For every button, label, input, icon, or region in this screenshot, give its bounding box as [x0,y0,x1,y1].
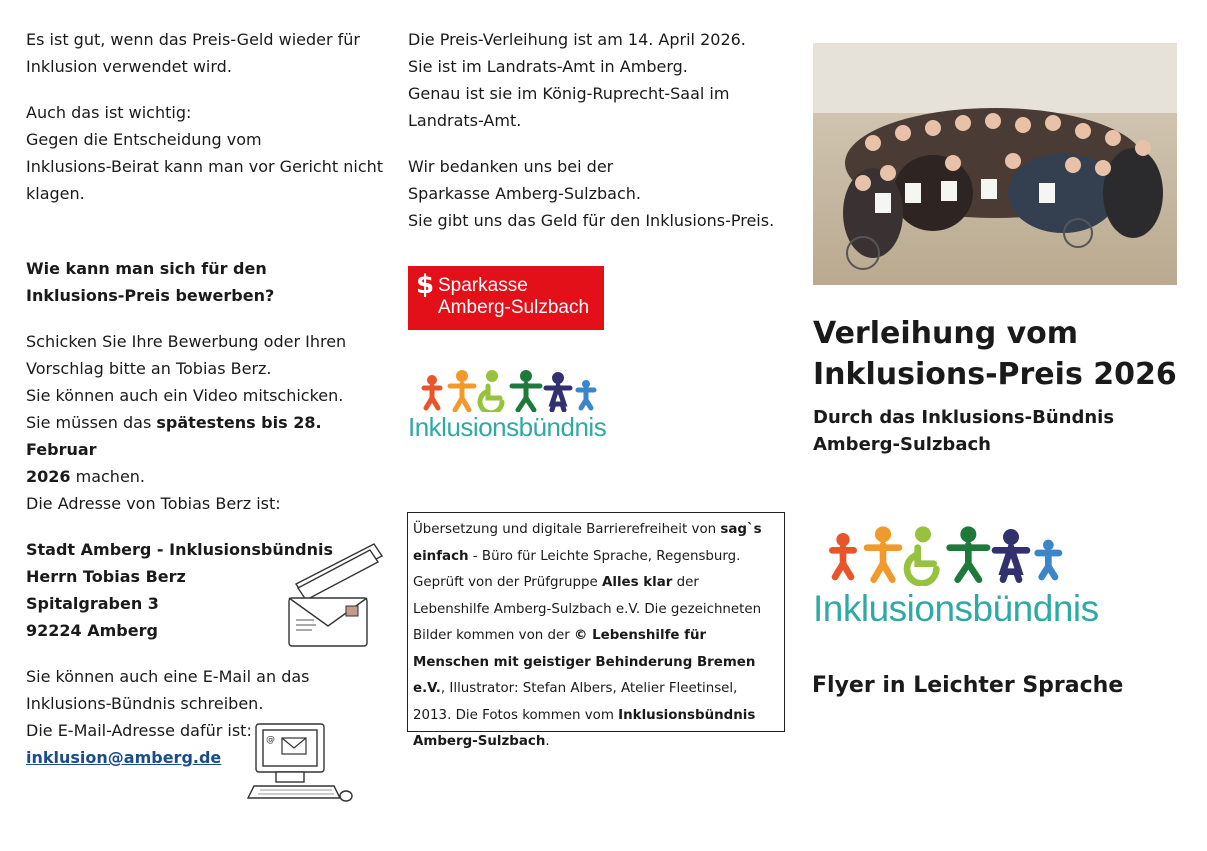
address-block: Stadt Amberg - Inklusionsbündnis Herrn Tobias Berz Spitalgraben 3 92224 Amberg [26,540,333,640]
flyer-label: Flyer in Leichter Sprache [812,673,1124,698]
people-figures-large-icon [827,520,1067,586]
email-link[interactable]: inklusion@amberg.de [26,748,222,767]
paragraph-verleihung: Die Preis-Verleihung ist am 14. April 2026. Sie ist im Landrats-Amt in Amberg. Genau ist sie im König-Ruprecht-Saal im Landrats-Amt. [408,30,746,130]
paragraph-preisgeld: Es ist gut, wenn das Preis-Geld wieder für Inklusion verwendet wird. [26,30,360,76]
column-middle [408,26,788,443]
svg-text:@: @ [266,735,275,745]
column-left [26,26,386,771]
computer-email-icon [246,720,356,806]
paragraph-dank: Wir bedanken uns bei der Sparkasse Amberg-Sulzbach. Sie gibt uns das Geld für den Inklusions-Preis. [408,157,775,230]
inklusionsbuendnis-logo-small [408,368,788,443]
group-photo [813,43,1177,285]
paragraph-email: Sie können auch eine E-Mail an das Inklusions-Bündnis schreiben. Die E-Mail-Adresse dafür ist: inklusion@amberg.de [26,667,310,767]
people-figures-icon [420,368,600,412]
page-title: Verleihung vom Inklusions-Preis 2026 [813,316,1177,392]
credit-box: Übersetzung und digitale Barrierefreiheit von sag`s einfach - Büro für Leichte Sprache, Regensburg. Geprüft von der Prüfgruppe Alles klar der Lebenshilfe Amberg-Sulzbach e.V. Die gezeichneten Bilder kommen von der © Lebenshilfe für Menschen mit geistiger Behinderung Bremen e.V., Illustrator: Stefan Albers, Atelier Fleetinsel, 2013. Die Fotos kommen vom Inklusionsbündnis Amberg-Sulzbach. [407,512,785,732]
page-subtitle: Durch das Inklusions-Bündnis Amberg-Sulzbach [813,407,1115,455]
inklusionsbuendnis-logo-large [813,520,1183,630]
logo-text-small: Inklusionsbündnis [408,412,607,442]
sparkasse-s-icon: $ [416,270,435,300]
sparkasse-logo: $ Sparkasse Amberg-Sulzbach [408,266,604,330]
paragraph-bewerbung: Schicken Sie Ihre Bewerbung oder Ihren Vorschlag bitte an Tobias Berz. Sie können auch ein Video mitschicken. Sie müssen das spätestens bis 28. Februar 2026 machen. Die Adresse von Tobias Berz ist: [26,332,347,513]
letter-icon [284,536,384,648]
column-right [813,43,1183,630]
logo-text-large: Inklusionsbündnis [813,588,1099,629]
heading-bewerben: Wie kann man sich für den Inklusions-Preis bewerben? [26,259,275,305]
paragraph-wichtig: Auch das ist wichtig: Gegen die Entscheidung vom Inklusions-Beirat kann man vor Gericht nicht klagen. [26,103,384,203]
